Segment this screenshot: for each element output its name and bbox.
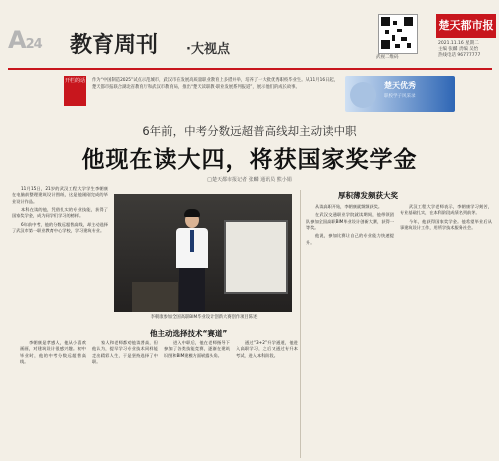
article-column-left [12, 186, 108, 236]
kicker-headline: 6年前，中考分数远超普高线却主动读中职 [142, 124, 357, 138]
paragraph: 今年，他获得国家奖学金。他希望毕业后从事建筑设计工作，用所学技术服务社会。 [400, 218, 492, 231]
main-headline: 他现在读大四，将获国家奖学金 [81, 147, 418, 173]
qr-label: 武视二维码 [376, 55, 399, 60]
photo-caption: 李朝康参加全国高职BIM毕业设计创新大赛创作项目陈述 [150, 315, 258, 320]
issue-date: 2021.11.16 星期二 [438, 41, 479, 46]
paragraph: 6年前中考，他的分数远超普高线，却主动选择了武汉市第一职业教育中心学校，学习建筑专业。 [12, 221, 108, 234]
column-divider [300, 190, 301, 458]
banner-title: 楚天优秀 [384, 81, 416, 90]
article-column [20, 340, 86, 367]
banner-subtitle: 职校学子风采录 [384, 94, 416, 99]
paragraph: 进入中职后，他在老师指导下参加了各类技能竞赛，逐渐在建筑识图和BIM建模方面崭露头角。 [164, 340, 230, 358]
article-column [236, 340, 298, 361]
article-column-right [306, 204, 394, 248]
paragraph: 他说，参加比赛让自己的专业能力快速提升。 [306, 233, 394, 245]
article-column [164, 340, 230, 361]
section-subtitle-awards: 厚积薄发频获大奖 [338, 191, 398, 200]
intro-text: 作为“中国制造2025”试点示范城市，武汉市在发展高质量职业教育上多措并举，培养了一大批优秀职校毕业生。从11月16日起，楚天都市报联合湖北省教育厅和武汉市教育局，推出“楚天读职教·职业发展系列报道”，展示他们的成长故事。 [92, 78, 338, 90]
article-column-right [400, 204, 492, 233]
paragraph: 在武汉交通职业学院就读期间，他带领团队参加全国高职BIM毕业设计创新大赛，获得一等奖。 [306, 212, 394, 231]
paragraph: 武汉工程大学老师表示，李朝康学习刻苦，专业基础扎实，在本科阶段成绩名列前茅。 [400, 204, 492, 216]
page-number: A24 [8, 26, 42, 54]
paragraph: 通过“3+2”升学通道，他进入高职学习，之后又通过专升本考试，进入本科阶段。 [236, 340, 298, 358]
article-photo [114, 194, 292, 312]
section-title: 教育周刊 [70, 33, 159, 58]
editor-line: 主编 张麟 责编 吴怡 [438, 47, 479, 52]
byline: □楚天都市报记者 张麟 通讯员 熊小娟 [207, 177, 292, 183]
paragraph: 家人和老师都劝他读普高，但他认为，提早学习专业技术同样能走出精彩人生，于是坚持选择了中职。 [92, 340, 158, 365]
section-subtitle: ·大视点 [186, 42, 230, 57]
hotline: 热线电话 96777777 [438, 53, 481, 58]
paragraph: 从读高职开始，李朝康就频频获奖。 [315, 204, 383, 209]
intro-ribbon: 开栏的话 [64, 76, 86, 106]
article-column [92, 340, 158, 367]
student-portrait-icon [350, 82, 376, 108]
header-rule [8, 68, 492, 70]
newspaper-masthead: 楚天都市报 [436, 14, 496, 38]
paragraph: 李朝康是孝感人，他从小喜欢画画，对建筑设计很感兴趣。初中毕业时，他的中考分数远超普高线。 [20, 340, 86, 365]
paragraph: 11月15日，21岁的武汉工程大学学生李朝康在电脑前整理建筑设计图纸，这是他刚刚完成的毕业设计作品。 [12, 186, 108, 204]
section-subtitle-choice: 他主动选择技术“赛道” [150, 329, 228, 338]
paragraph: 本科在读的他，凭借扎实的专业技能，获得了国家奖学金，成为同学们学习的榜样。 [12, 207, 108, 219]
qr-code-icon[interactable] [378, 14, 418, 54]
